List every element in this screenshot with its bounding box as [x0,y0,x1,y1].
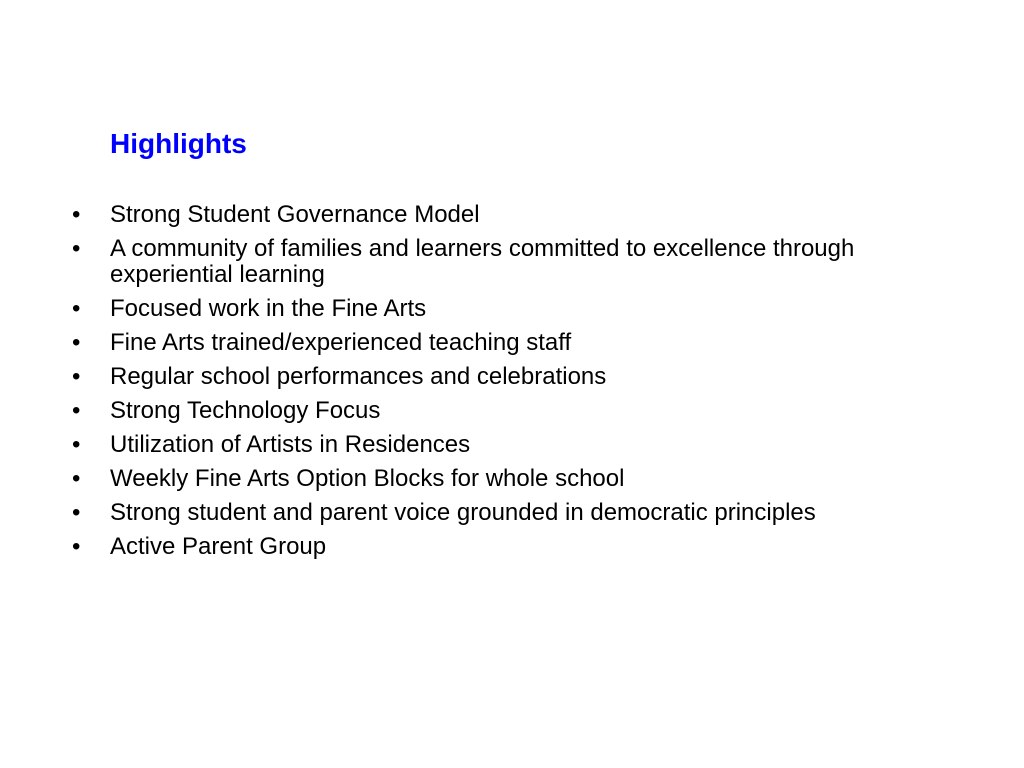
bullet-icon: • [72,397,81,424]
list-item [72,330,972,356]
bullet-icon: • [72,235,81,262]
list-item [72,466,972,492]
list-item-text: Focused work in the Fine Arts [110,295,427,322]
list-item [72,236,972,288]
bullet-icon: • [72,329,81,356]
list-item [72,202,972,228]
bullet-icon: • [72,431,81,458]
slide-title: Highlights [110,128,247,159]
list-item-text: A community of families and learners committed to excellence through experiential learning [110,235,855,288]
bullet-icon: • [72,465,81,492]
list-item-text: Utilization of Artists in Residences [110,431,471,458]
list-item-text: Weekly Fine Arts Option Blocks for whole school [110,465,625,492]
list-item-text: Strong Student Governance Model [110,201,480,228]
bullet-icon: • [72,499,81,526]
bullet-icon: • [72,533,81,560]
highlights-list [72,202,972,568]
list-item-text: Strong Technology Focus [110,397,381,424]
list-item [72,534,972,560]
list-item [72,432,972,458]
list-item-text: Fine Arts trained/experienced teaching staff [110,329,572,356]
list-item [72,500,972,526]
bullet-icon: • [72,363,81,390]
bullet-icon: • [72,295,81,322]
list-item [72,398,972,424]
bullet-icon: • [72,201,81,228]
list-item-text: Strong student and parent voice grounded in democratic principles [110,499,816,526]
list-item-text: Active Parent Group [110,533,327,560]
list-item-text: Regular school performances and celebrations [110,363,607,390]
list-item [72,296,972,322]
list-item [72,364,972,390]
